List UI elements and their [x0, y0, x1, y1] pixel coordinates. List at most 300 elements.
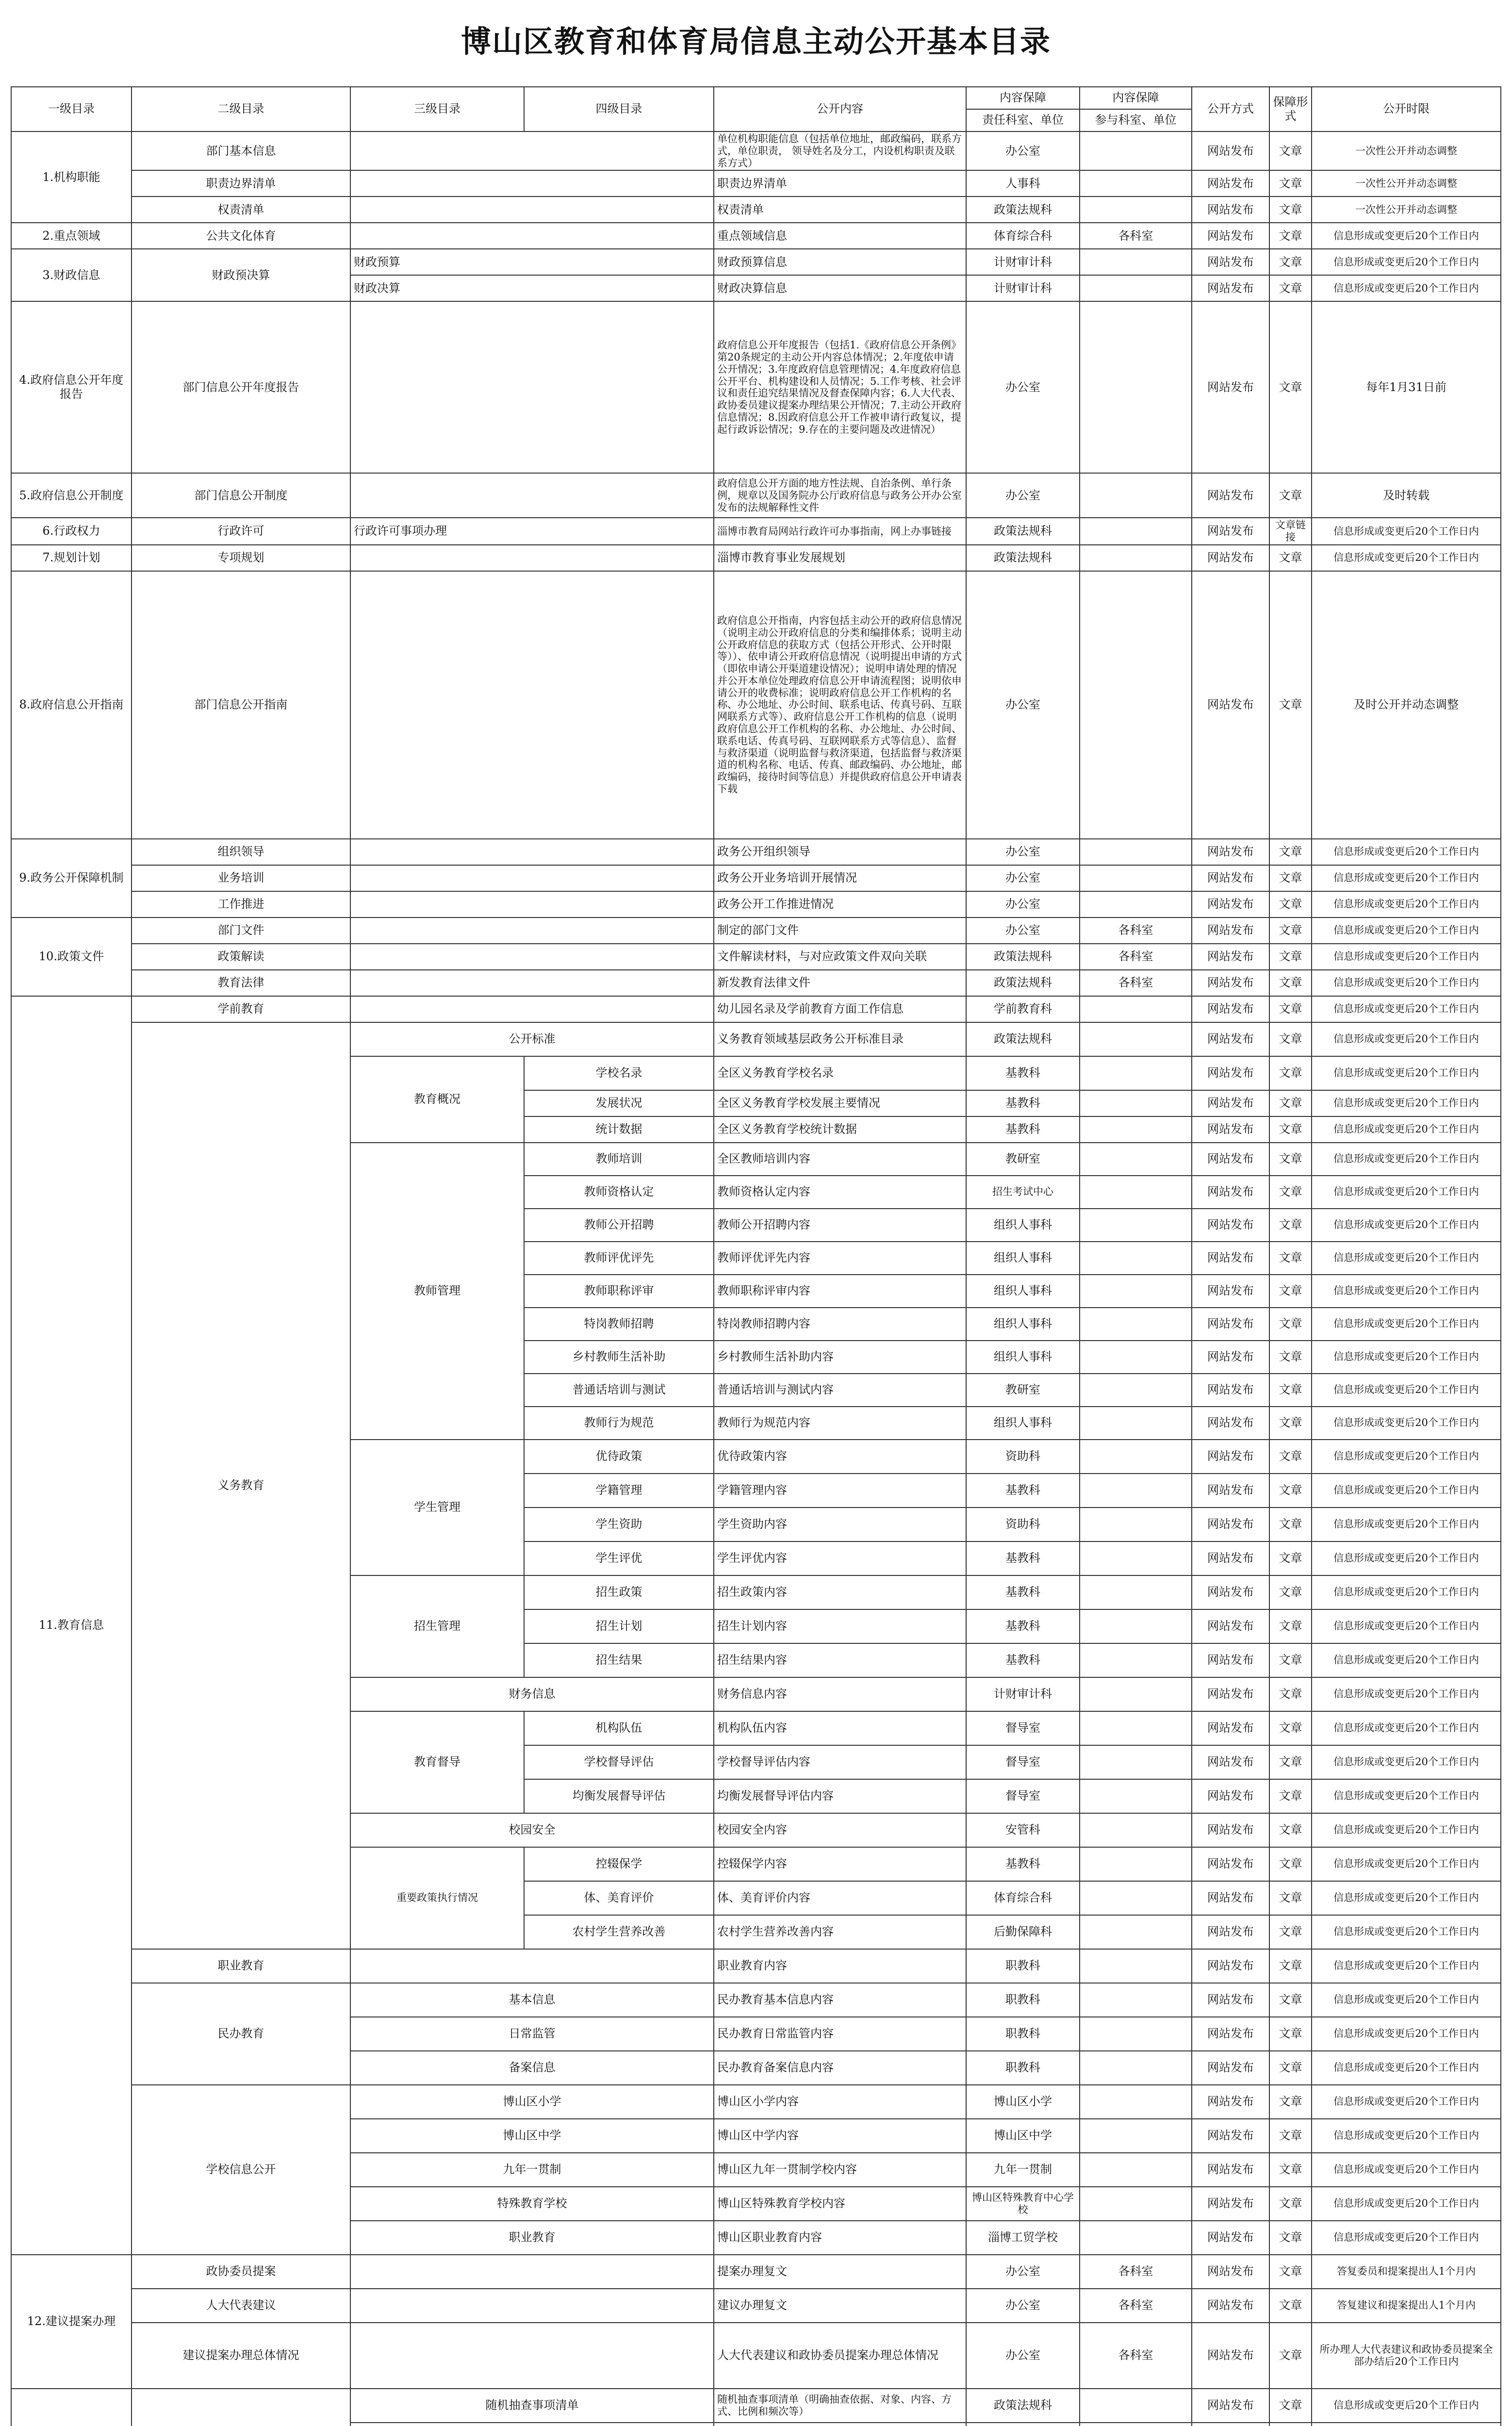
empty-cell: [350, 2289, 714, 2323]
participating-cell: 各科室: [1080, 944, 1192, 970]
table-row: [11, 944, 1501, 970]
form-cell: 文章: [1269, 1374, 1312, 1407]
method-cell: 网站发布: [1192, 944, 1269, 970]
deadline-cell: 信息形成或变更后20个工作日内: [1312, 249, 1501, 275]
method-cell: 网站发布: [1192, 996, 1269, 1022]
responsible-cell: 办公室: [966, 865, 1080, 891]
empty-cell: [1080, 1022, 1192, 1056]
level2-cell: 业务培训: [131, 865, 350, 891]
content-cell: 职责边界清单: [714, 170, 966, 197]
content-cell: 博山区九年一贯制学校内容: [714, 2153, 966, 2187]
responsible-cell: 组织人事科: [966, 1275, 1080, 1308]
responsible-cell: 督导室: [966, 1711, 1080, 1745]
deadline-cell: 及时公开并动态调整: [1312, 571, 1501, 839]
deadline-cell: 及时转载: [1312, 473, 1501, 518]
responsible-cell: 教研室: [966, 1374, 1080, 1407]
method-cell: 网站发布: [1192, 1541, 1269, 1575]
content-cell: 全区教师培训内容: [714, 1143, 966, 1176]
header-method: 公开方式: [1192, 87, 1269, 131]
form-cell: 文章: [1269, 1949, 1312, 1983]
form-cell: 文章: [1269, 1711, 1312, 1745]
table-row: [11, 1022, 1501, 1056]
deadline-cell: 信息形成或变更后20个工作日内: [1312, 1407, 1501, 1440]
deadline-cell: 信息形成或变更后20个工作日内: [1312, 1847, 1501, 1881]
participating-cell: 各科室: [1080, 918, 1192, 944]
empty-cell: [1080, 275, 1192, 301]
responsible-cell: 后勤保障科: [966, 1915, 1080, 1949]
method-cell: 网站发布: [1192, 1440, 1269, 1474]
level4-cell: 发展状况: [524, 1090, 714, 1116]
empty-cell: [1080, 1575, 1192, 1609]
empty-cell: [1080, 2051, 1192, 2085]
empty-cell: [350, 891, 714, 918]
level2-cell: 公共文化体育: [131, 223, 350, 249]
deadline-cell: 信息形成或变更后20个工作日内: [1312, 2017, 1501, 2051]
deadline-cell: 答复委员和提案提出人1个月内: [1312, 2255, 1501, 2289]
responsible-cell: 政策法规科: [966, 545, 1080, 571]
table-row: [11, 865, 1501, 891]
method-cell: 网站发布: [1192, 2221, 1269, 2255]
content-cell: 政府信息公开年度报告（包括1.《政府信息公开条例》第20条规定的主动公开内容总体情况；2.年度依申请公开情况；3.年度政府信息管理情况；4.年度政府信息公开平台、机构建设和人员情况；5.工作考核、社会评议和责任追究结果情况及督查保障内容；6.人大代表、政协委员建议提案办理结果公开情况；7.主动公开政府信息情况；8.因政府信息公开工作被申请行政复议，提起行政诉讼情况；9.存在的主要问题及改进情况）: [714, 301, 966, 473]
level2-cell: 部门文件: [131, 918, 350, 944]
deadline-cell: 信息形成或变更后20个工作日内: [1312, 1209, 1501, 1242]
content-cell: 政务公开业务培训开展情况: [714, 865, 966, 891]
level3-cell: 基本信息: [350, 1983, 714, 2017]
content-cell: 学生评优内容: [714, 1541, 966, 1575]
content-cell: 校园安全内容: [714, 1813, 966, 1847]
form-cell: 文章: [1269, 1308, 1312, 1341]
responsible-cell: 组织人事科: [966, 1209, 1080, 1242]
content-cell: 乡村教师生活补助内容: [714, 1341, 966, 1374]
form-cell: 文章: [1269, 2051, 1312, 2085]
deadline-cell: 一次性公开并动态调整: [1312, 197, 1501, 223]
responsible-cell: 办公室: [966, 2289, 1080, 2323]
empty-cell: [1080, 1745, 1192, 1779]
level3-cell: 校园安全: [350, 1813, 714, 1847]
method-cell: 网站发布: [1192, 1090, 1269, 1116]
deadline-cell: 信息形成或变更后20个工作日内: [1312, 1341, 1501, 1374]
method-cell: 网站发布: [1192, 1242, 1269, 1275]
empty-cell: [1080, 1779, 1192, 1813]
form-cell: 文章: [1269, 170, 1312, 197]
form-cell: 文章: [1269, 891, 1312, 918]
level4-cell: 优待政策: [524, 1440, 714, 1474]
empty-cell: [350, 918, 714, 944]
empty-cell: [1080, 1275, 1192, 1308]
content-cell: 民办教育备案信息内容: [714, 2051, 966, 2085]
empty-cell: [1080, 473, 1192, 518]
level4-cell: 特岗教师招聘: [524, 1308, 714, 1341]
empty-cell: [1080, 571, 1192, 839]
responsible-cell: 博山区中学: [966, 2119, 1080, 2153]
form-cell: 文章: [1269, 1915, 1312, 1949]
level3-cell: 博山区小学: [350, 2085, 714, 2119]
level3-cell: 重要政策执行情况: [350, 1847, 524, 1949]
level4-cell: 乡村教师生活补助: [524, 1341, 714, 1374]
deadline-cell: 信息形成或变更后20个工作日内: [1312, 1176, 1501, 1209]
table-row: [11, 131, 1501, 170]
page-title: 博山区教育和体育局信息主动公开基本目录: [460, 24, 1051, 59]
level4-cell: 学校督导评估: [524, 1745, 714, 1779]
empty-cell: [1080, 1308, 1192, 1341]
method-cell: 网站发布: [1192, 249, 1269, 275]
empty-cell: [1080, 2389, 1192, 2423]
empty-cell: [350, 170, 714, 197]
form-cell: 文章: [1269, 571, 1312, 839]
empty-cell: [350, 545, 714, 571]
table-row: [11, 197, 1501, 223]
content-cell: 人大代表建议和政协委员提案办理总体情况: [714, 2323, 966, 2389]
level2-cell: 行政许可: [131, 518, 350, 545]
table-row: [11, 571, 1501, 839]
level2-cell: 工作推进: [131, 891, 350, 918]
level4-cell: 教师培训: [524, 1143, 714, 1176]
deadline-cell: 信息形成或变更后20个工作日内: [1312, 1022, 1501, 1056]
method-cell: 网站发布: [1192, 473, 1269, 518]
empty-cell: [1080, 1677, 1192, 1711]
header-level1: 一级目录: [11, 87, 131, 131]
content-cell: 淄博市教育事业发展规划: [714, 545, 966, 571]
level1-cell: 12.建议提案办理: [11, 2255, 131, 2389]
responsible-cell: 政策法规科: [966, 944, 1080, 970]
responsible-cell: 九年一贯制: [966, 2153, 1080, 2187]
level4-cell: 教师评优评先: [524, 1242, 714, 1275]
empty-cell: [1080, 1643, 1192, 1677]
responsible-cell: 计财审计科: [966, 1677, 1080, 1711]
form-cell: 文章: [1269, 1779, 1312, 1813]
content-cell: 机构队伍内容: [714, 1711, 966, 1745]
deadline-cell: 信息形成或变更后20个工作日内: [1312, 1275, 1501, 1308]
form-cell: 文章: [1269, 1983, 1312, 2017]
method-cell: 网站发布: [1192, 1116, 1269, 1143]
empty-cell: [1080, 1341, 1192, 1374]
content-cell: 单位机构职能信息（包括单位地址，邮政编码，联系方式，单位职责， 领导姓名及分工，内设机构职责及联系方式）: [714, 131, 966, 170]
participating-cell: 各科室: [1080, 2255, 1192, 2289]
method-cell: 网站发布: [1192, 1609, 1269, 1643]
content-cell: 民办教育日常监管内容: [714, 2017, 966, 2051]
responsible-cell: 办公室: [966, 131, 1080, 170]
level1-cell: 10.政策文件: [11, 918, 131, 996]
deadline-cell: 每年1月31日前: [1312, 301, 1501, 473]
responsible-cell: 组织人事科: [966, 1308, 1080, 1341]
method-cell: 网站发布: [1192, 2017, 1269, 2051]
responsible-cell: 安管科: [966, 1813, 1080, 1847]
deadline-cell: 信息形成或变更后20个工作日内: [1312, 1474, 1501, 1508]
content-cell: 民办教育基本信息内容: [714, 1983, 966, 2017]
form-cell: 文章: [1269, 1745, 1312, 1779]
content-cell: 学籍管理内容: [714, 1474, 966, 1508]
content-cell: 义务教育领域基层政务公开标准目录: [714, 1022, 966, 1056]
table-row: [11, 1949, 1501, 1983]
responsible-cell: 办公室: [966, 2323, 1080, 2389]
responsible-cell: 学前教育科: [966, 996, 1080, 1022]
level3-cell: 财政预算: [350, 249, 714, 275]
participating-cell: 各科室: [1080, 223, 1192, 249]
form-cell: 文章: [1269, 2221, 1312, 2255]
method-cell: 网站发布: [1192, 275, 1269, 301]
deadline-cell: 信息形成或变更后20个工作日内: [1312, 1915, 1501, 1949]
form-cell: 文章: [1269, 1242, 1312, 1275]
deadline-cell: 答复建议和提案提出人1个月内: [1312, 2289, 1501, 2323]
responsible-cell: 办公室: [966, 301, 1080, 473]
level3-cell: 职业教育: [350, 2221, 714, 2255]
table-row: [11, 1983, 1501, 2017]
method-cell: [1192, 2423, 1269, 2426]
content-cell: 全区义务教育学校发展主要情况: [714, 1090, 966, 1116]
form-cell: 文章: [1269, 839, 1312, 865]
method-cell: 网站发布: [1192, 891, 1269, 918]
method-cell: 网站发布: [1192, 2187, 1269, 2221]
method-cell: 网站发布: [1192, 1275, 1269, 1308]
empty-cell: [350, 1949, 714, 1983]
empty-cell: [1080, 1374, 1192, 1407]
form-cell: 文章: [1269, 1508, 1312, 1541]
responsible-cell: 计财审计科: [966, 275, 1080, 301]
method-cell: 网站发布: [1192, 1209, 1269, 1242]
responsible-cell: 基教科: [966, 1609, 1080, 1643]
level2-cell: 财政预决算: [131, 249, 350, 301]
empty-cell: [1080, 1983, 1192, 2017]
responsible-cell: 督导室: [966, 1745, 1080, 1779]
responsible-cell: 政策法规科: [966, 1022, 1080, 1056]
form-cell: 文章: [1269, 223, 1312, 249]
table-row: [11, 545, 1501, 571]
level2-cell: 组织领导: [131, 839, 350, 865]
content-cell: 政府信息公开指南，内容包括主动公开的政府信息情况（说明主动公开政府信息的分类和编排体系；说明主动公开政府信息的获取方式（包括公开形式、公开时限等））、依申请公开政府信息情况（说明提出申请的方式（即依申请公开渠道建设情况）；说明申请处理的情况并公开本单位处理政府信息公开申请流程图；说明依申请公开的收费标准；说明政府信息公开工作机构的名称、办公地址、办公时间、联系电话、传真号码、互联网联系方式等）、政府信息公开工作机构的信息（说明政府信息公开工作机构的名称、办公地址、办公时间、联系电话、传真号码、互联网联系方式等信息）、监督与救济渠道（说明监督与救济渠道，包括监督与救济渠道的机构名称、电话、传真、邮政编码、办公地址，邮政编码，接待时间等信息）并提供政府信息公开申请表下载: [714, 571, 966, 839]
empty-cell: [1080, 1609, 1192, 1643]
level4-cell: 教师资格认定: [524, 1176, 714, 1209]
form-cell: 文章: [1269, 1143, 1312, 1176]
level4-cell: 招生结果: [524, 1643, 714, 1677]
content-cell: 普通话培训与测试内容: [714, 1374, 966, 1407]
responsible-cell: 组织人事科: [966, 1407, 1080, 1440]
form-cell: 文章: [1269, 996, 1312, 1022]
deadline-cell: 信息形成或变更后20个工作日内: [1312, 2187, 1501, 2221]
content-cell: 教师职称评审内容: [714, 1275, 966, 1308]
level2-cell: 教育法律: [131, 970, 350, 996]
deadline-cell: 信息形成或变更后20个工作日内: [1312, 1056, 1501, 1090]
method-cell: 网站发布: [1192, 197, 1269, 223]
empty-cell: [1080, 2221, 1192, 2255]
empty-cell: [1080, 2085, 1192, 2119]
participating-cell: 各科室: [1080, 2323, 1192, 2389]
header-form: 保障形式: [1269, 87, 1312, 131]
deadline-cell: 信息形成或变更后20个工作日内: [1312, 518, 1501, 545]
level4-cell: 统计数据: [524, 1116, 714, 1143]
content-cell: 财务信息内容: [714, 1677, 966, 1711]
responsible-cell: 基教科: [966, 1056, 1080, 1090]
level2-cell: 部门信息公开指南: [131, 571, 350, 839]
empty-cell: [1080, 2423, 1192, 2426]
method-cell: 网站发布: [1192, 1407, 1269, 1440]
deadline-cell: 信息形成或变更后20个工作日内: [1312, 839, 1501, 865]
content-cell: 新发教育法律文件: [714, 970, 966, 996]
empty-cell: [1080, 839, 1192, 865]
empty-cell: [350, 473, 714, 518]
form-cell: 文章: [1269, 944, 1312, 970]
responsible-cell: 体育综合科: [966, 223, 1080, 249]
empty-cell: [1080, 1176, 1192, 1209]
responsible-cell: 招生考试中心: [966, 1176, 1080, 1209]
responsible-cell: 政策法规科: [966, 197, 1080, 223]
form-cell: 文章: [1269, 1609, 1312, 1643]
content-cell: 权责清单: [714, 197, 966, 223]
deadline-cell: 信息形成或变更后20个工作日内: [1312, 2119, 1501, 2153]
form-cell: 文章: [1269, 1090, 1312, 1116]
method-cell: 网站发布: [1192, 1677, 1269, 1711]
level2-cell: 政策解读: [131, 944, 350, 970]
responsible-cell: 政策法规科: [966, 518, 1080, 545]
empty-cell: [350, 865, 714, 891]
form-cell: 文章: [1269, 1116, 1312, 1143]
form-cell: 文章: [1269, 865, 1312, 891]
empty-cell: [1080, 1711, 1192, 1745]
content-cell: 招生计划内容: [714, 1609, 966, 1643]
level2-cell: 专项规划: [131, 545, 350, 571]
responsible-cell: 办公室: [966, 839, 1080, 865]
content-cell: 随机抽查事项清单（明确抽查依据、对象、内容、方式、比例和频次等）: [714, 2389, 966, 2423]
level3-cell: 日常监管: [350, 2017, 714, 2051]
content-cell: 职业教育内容: [714, 1949, 966, 1983]
method-cell: 网站发布: [1192, 1341, 1269, 1374]
empty-cell: [1080, 197, 1192, 223]
form-cell: 文章: [1269, 1575, 1312, 1609]
level1-cell: 3.财政信息: [11, 249, 131, 301]
method-cell: 网站发布: [1192, 2085, 1269, 2119]
empty-cell: [1080, 1508, 1192, 1541]
form-cell: 文章: [1269, 1643, 1312, 1677]
form-cell: 文章: [1269, 1847, 1312, 1881]
empty-cell: [350, 970, 714, 996]
content-cell: 博山区职业教育内容: [714, 2221, 966, 2255]
level2-cell: 职责边界清单: [131, 170, 350, 197]
form-cell: 文章: [1269, 131, 1312, 170]
method-cell: 网站发布: [1192, 545, 1269, 571]
deadline-cell: 信息形成或变更后20个工作日内: [1312, 1242, 1501, 1275]
empty-cell: [1080, 1242, 1192, 1275]
form-cell: 文章: [1269, 2255, 1312, 2289]
content-cell: 财政决算信息: [714, 275, 966, 301]
content-cell: 农村学生营养改善内容: [714, 1915, 966, 1949]
form-cell: 文章: [1269, 1407, 1312, 1440]
header-level3: 三级目录: [350, 87, 524, 131]
responsible-cell: 教研室: [966, 1143, 1080, 1176]
content-cell: 教师评优评先内容: [714, 1242, 966, 1275]
level1-cell: 7.规划计划: [11, 545, 131, 571]
level4-cell: 均衡发展督导评估: [524, 1779, 714, 1813]
level1-cell: 5.政府信息公开制度: [11, 473, 131, 518]
method-cell: 网站发布: [1192, 1575, 1269, 1609]
header-responsible: 责任科室、单位: [966, 109, 1080, 131]
responsible-cell: 淄博工贸学校: [966, 2221, 1080, 2255]
method-cell: 网站发布: [1192, 223, 1269, 249]
empty-cell: [1080, 1407, 1192, 1440]
content-cell: 文件解读材料，与对应政策文件双向关联: [714, 944, 966, 970]
content-cell: 制定的部门文件: [714, 918, 966, 944]
method-cell: 网站发布: [1192, 1056, 1269, 1090]
method-cell: 网站发布: [1192, 1813, 1269, 1847]
form-cell: 文章: [1269, 2187, 1312, 2221]
method-cell: 网站发布: [1192, 918, 1269, 944]
deadline-cell: 信息形成或变更后20个工作日内: [1312, 1508, 1501, 1541]
form-cell: 文章: [1269, 2017, 1312, 2051]
deadline-cell: 信息形成或变更后20个工作日内: [1312, 1779, 1501, 1813]
method-cell: 网站发布: [1192, 1847, 1269, 1881]
content-cell: 幼儿园名录及学前教育方面工作信息: [714, 996, 966, 1022]
responsible-cell: 体育综合科: [966, 1881, 1080, 1915]
level4-cell: 教师行为规范: [524, 1407, 714, 1440]
responsible-cell: 督导室: [966, 1779, 1080, 1813]
header-level4: 四级目录: [524, 87, 714, 131]
level3-cell: 博山区中学: [350, 2119, 714, 2153]
content-cell: 博山区小学内容: [714, 2085, 966, 2119]
level4-cell: 教师公开招聘: [524, 1209, 714, 1242]
content-cell: 招生结果内容: [714, 1643, 966, 1677]
content-cell: 控辍保学内容: [714, 1847, 966, 1881]
table-row: [11, 301, 1501, 473]
participating-cell: 各科室: [1080, 970, 1192, 996]
deadline-cell: 信息形成或变更后20个工作日内: [1312, 865, 1501, 891]
content-cell: 全区义务教育学校名录: [714, 1056, 966, 1090]
method-cell: 网站发布: [1192, 2153, 1269, 2187]
deadline-cell: 信息形成或变更后20个工作日内: [1312, 944, 1501, 970]
content-cell: 特岗教师招聘内容: [714, 1308, 966, 1341]
form-cell: 文章: [1269, 249, 1312, 275]
form-cell: 文章: [1269, 197, 1312, 223]
content-cell: 招生政策内容: [714, 1575, 966, 1609]
method-cell: 网站发布: [1192, 2119, 1269, 2153]
form-cell: 文章: [1269, 275, 1312, 301]
content-cell: 教师资格认定内容: [714, 1176, 966, 1209]
content-cell: 财政预算信息: [714, 249, 966, 275]
deadline-cell: 信息形成或变更后20个工作日内: [1312, 891, 1501, 918]
level3-cell: 财务信息: [350, 1677, 714, 1711]
form-cell: 文章: [1269, 2085, 1312, 2119]
responsible-cell: 办公室: [966, 473, 1080, 518]
content-cell: 学生资助内容: [714, 1508, 966, 1541]
method-cell: 网站发布: [1192, 2255, 1269, 2289]
content-cell: 建议办理复文: [714, 2289, 966, 2323]
empty-cell: [1080, 1813, 1192, 1847]
form-cell: 文章: [1269, 1056, 1312, 1090]
content-cell: 政府信息公开方面的地方性法规、自治条例、单行条例，规章以及国务院办公厅政府信息与政务公开办公室发布的法规解释性文件: [714, 473, 966, 518]
responsible-cell: 办公室: [966, 571, 1080, 839]
empty-cell: [350, 996, 714, 1022]
empty-cell: [350, 2323, 714, 2389]
level3-cell: [350, 2423, 714, 2426]
level3-cell: 九年一贯制: [350, 2153, 714, 2187]
form-cell: 文章: [1269, 1541, 1312, 1575]
level4-cell: 教师职称评审: [524, 1275, 714, 1308]
method-cell: 网站发布: [1192, 571, 1269, 839]
level2-cell: 权责清单: [131, 197, 350, 223]
deadline-cell: 信息形成或变更后20个工作日内: [1312, 1308, 1501, 1341]
level3-cell: 公开标准: [350, 1022, 714, 1056]
deadline-cell: 信息形成或变更后20个工作日内: [1312, 1745, 1501, 1779]
method-cell: 网站发布: [1192, 2389, 1269, 2423]
deadline-cell: 信息形成或变更后20个工作日内: [1312, 970, 1501, 996]
deadline-cell: 信息形成或变更后20个工作日内: [1312, 2051, 1501, 2085]
responsible-cell: 办公室: [966, 918, 1080, 944]
level1-cell: 8.政府信息公开指南: [11, 571, 131, 839]
deadline-cell: 信息形成或变更后20个工作日内: [1312, 1090, 1501, 1116]
content-cell: 博山区中学内容: [714, 2119, 966, 2153]
form-cell: 文章: [1269, 1440, 1312, 1474]
deadline-cell: 信息形成或变更后20个工作日内: [1312, 1575, 1501, 1609]
empty-cell: [1080, 1143, 1192, 1176]
empty-cell: [1080, 1847, 1192, 1881]
empty-cell: [350, 944, 714, 970]
